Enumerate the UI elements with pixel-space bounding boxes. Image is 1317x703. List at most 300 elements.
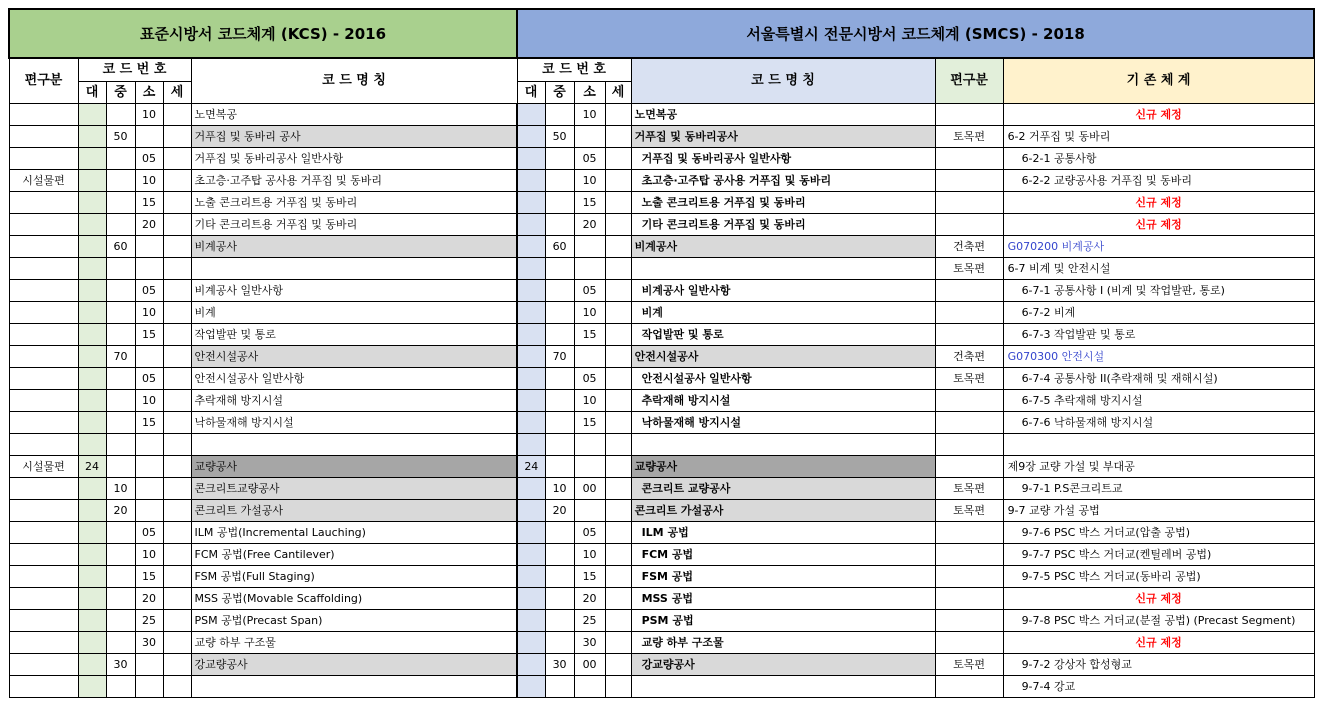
cell-name-left[interactable]: 비계: [191, 302, 517, 324]
cell-se-left[interactable]: [163, 368, 191, 390]
cell-se-left[interactable]: [163, 456, 191, 478]
cell-name-left[interactable]: FSM 공법(Full Staging): [191, 566, 517, 588]
cell-se-right[interactable]: [605, 456, 631, 478]
cell-section-right[interactable]: [935, 456, 1003, 478]
cell-section-right[interactable]: [935, 214, 1003, 236]
cell-se-right[interactable]: [605, 654, 631, 676]
cell-dae-right[interactable]: [517, 390, 545, 412]
cell-section-left[interactable]: 시설물편: [9, 170, 78, 192]
cell-se-left[interactable]: [163, 280, 191, 302]
cell-name-right[interactable]: 비계공사 일반사항: [631, 280, 935, 302]
cell-dae-right[interactable]: [517, 434, 545, 456]
cell-se-right[interactable]: [605, 302, 631, 324]
cell-name-left[interactable]: 노면복공: [191, 104, 517, 126]
cell-se-left[interactable]: [163, 126, 191, 148]
cell-name-right[interactable]: 콘크리트 교량공사: [631, 478, 935, 500]
cell-jung-right[interactable]: [545, 192, 574, 214]
cell-existing-system[interactable]: 신규 제정: [1003, 104, 1314, 126]
cell-section-right[interactable]: 건축편: [935, 236, 1003, 258]
cell-section-left[interactable]: [9, 368, 78, 390]
cell-so-right[interactable]: 20: [574, 588, 605, 610]
cell-se-left[interactable]: [163, 434, 191, 456]
cell-section-right[interactable]: [935, 566, 1003, 588]
cell-jung-right[interactable]: 20: [545, 500, 574, 522]
cell-so-left[interactable]: 05: [135, 368, 163, 390]
cell-so-right[interactable]: 00: [574, 654, 605, 676]
cell-name-right[interactable]: [631, 434, 935, 456]
cell-jung-left[interactable]: [106, 192, 135, 214]
cell-se-left[interactable]: [163, 390, 191, 412]
cell-section-right[interactable]: 토목편: [935, 654, 1003, 676]
cell-dae-right[interactable]: [517, 302, 545, 324]
cell-so-right[interactable]: 10: [574, 170, 605, 192]
cell-dae-right[interactable]: [517, 346, 545, 368]
cell-so-right[interactable]: 05: [574, 368, 605, 390]
cell-dae-right[interactable]: [517, 676, 545, 698]
cell-dae-left[interactable]: [78, 478, 106, 500]
cell-jung-right[interactable]: [545, 170, 574, 192]
cell-jung-right[interactable]: [545, 302, 574, 324]
cell-so-left[interactable]: 20: [135, 588, 163, 610]
cell-so-left[interactable]: [135, 654, 163, 676]
cell-so-right[interactable]: 30: [574, 632, 605, 654]
cell-se-left[interactable]: [163, 544, 191, 566]
cell-se-left[interactable]: [163, 192, 191, 214]
cell-so-right[interactable]: [574, 434, 605, 456]
cell-dae-right[interactable]: [517, 566, 545, 588]
cell-so-left[interactable]: [135, 500, 163, 522]
cell-jung-left[interactable]: 60: [106, 236, 135, 258]
cell-existing-system[interactable]: 신규 제정: [1003, 632, 1314, 654]
cell-name-left[interactable]: 추락재해 방지시설: [191, 390, 517, 412]
cell-so-right[interactable]: 05: [574, 522, 605, 544]
cell-se-right[interactable]: [605, 280, 631, 302]
cell-section-left[interactable]: [9, 478, 78, 500]
cell-name-left[interactable]: 기타 콘크리트용 거푸집 및 동바리: [191, 214, 517, 236]
cell-name-right[interactable]: 거푸집 및 동바리공사: [631, 126, 935, 148]
cell-name-right[interactable]: ILM 공법: [631, 522, 935, 544]
cell-section-right[interactable]: [935, 324, 1003, 346]
cell-so-left[interactable]: [135, 126, 163, 148]
cell-so-left[interactable]: [135, 456, 163, 478]
cell-se-left[interactable]: [163, 478, 191, 500]
cell-existing-system[interactable]: 6-7-4 공통사항 II(추락재해 및 재해시설): [1003, 368, 1314, 390]
cell-name-right[interactable]: 노출 콘크리트용 거푸집 및 동바리: [631, 192, 935, 214]
cell-so-left[interactable]: 15: [135, 566, 163, 588]
cell-dae-right[interactable]: [517, 412, 545, 434]
cell-jung-right[interactable]: 70: [545, 346, 574, 368]
cell-so-right[interactable]: 15: [574, 566, 605, 588]
cell-jung-right[interactable]: 10: [545, 478, 574, 500]
cell-section-left[interactable]: [9, 390, 78, 412]
cell-name-left[interactable]: MSS 공법(Movable Scaffolding): [191, 588, 517, 610]
cell-se-right[interactable]: [605, 478, 631, 500]
cell-so-left[interactable]: 05: [135, 148, 163, 170]
cell-section-right[interactable]: [935, 434, 1003, 456]
cell-name-left[interactable]: PSM 공법(Precast Span): [191, 610, 517, 632]
cell-name-left[interactable]: 콘크리트교량공사: [191, 478, 517, 500]
cell-section-right[interactable]: [935, 148, 1003, 170]
cell-dae-left[interactable]: [78, 434, 106, 456]
cell-section-left[interactable]: [9, 654, 78, 676]
cell-se-right[interactable]: [605, 148, 631, 170]
cell-name-left[interactable]: 노출 콘크리트용 거푸집 및 동바리: [191, 192, 517, 214]
cell-se-left[interactable]: [163, 566, 191, 588]
cell-so-right[interactable]: 10: [574, 544, 605, 566]
cell-section-left[interactable]: [9, 434, 78, 456]
cell-dae-right[interactable]: [517, 324, 545, 346]
cell-name-left[interactable]: [191, 676, 517, 698]
cell-jung-right[interactable]: 60: [545, 236, 574, 258]
cell-so-right[interactable]: [574, 676, 605, 698]
cell-so-left[interactable]: 05: [135, 280, 163, 302]
cell-name-right[interactable]: 비계: [631, 302, 935, 324]
cell-se-right[interactable]: [605, 632, 631, 654]
cell-dae-right[interactable]: [517, 148, 545, 170]
cell-name-right[interactable]: FCM 공법: [631, 544, 935, 566]
cell-dae-left[interactable]: [78, 170, 106, 192]
cell-so-left[interactable]: 25: [135, 610, 163, 632]
cell-section-right[interactable]: [935, 170, 1003, 192]
cell-existing-system[interactable]: 6-2 거푸집 및 동바리: [1003, 126, 1314, 148]
cell-se-left[interactable]: [163, 170, 191, 192]
cell-name-right[interactable]: MSS 공법: [631, 588, 935, 610]
cell-dae-left[interactable]: [78, 412, 106, 434]
cell-so-left[interactable]: 10: [135, 390, 163, 412]
cell-se-right[interactable]: [605, 610, 631, 632]
cell-se-right[interactable]: [605, 588, 631, 610]
cell-dae-right[interactable]: [517, 522, 545, 544]
cell-existing-system[interactable]: [1003, 434, 1314, 456]
cell-dae-right[interactable]: [517, 654, 545, 676]
cell-section-right[interactable]: [935, 632, 1003, 654]
cell-section-left[interactable]: 시설물편: [9, 456, 78, 478]
cell-name-left[interactable]: 콘크리트 가설공사: [191, 500, 517, 522]
cell-se-left[interactable]: [163, 104, 191, 126]
cell-jung-right[interactable]: [545, 456, 574, 478]
cell-section-right[interactable]: [935, 302, 1003, 324]
cell-section-right[interactable]: 토목편: [935, 368, 1003, 390]
cell-jung-right[interactable]: [545, 324, 574, 346]
cell-jung-right[interactable]: [545, 412, 574, 434]
cell-section-left[interactable]: [9, 148, 78, 170]
cell-jung-left[interactable]: [106, 676, 135, 698]
cell-dae-left[interactable]: [78, 192, 106, 214]
cell-so-right[interactable]: [574, 346, 605, 368]
cell-existing-system[interactable]: 신규 제정: [1003, 214, 1314, 236]
cell-jung-right[interactable]: [545, 390, 574, 412]
cell-so-left[interactable]: [135, 676, 163, 698]
cell-dae-right[interactable]: [517, 500, 545, 522]
cell-jung-left[interactable]: [106, 522, 135, 544]
cell-existing-system[interactable]: 9-7-2 강상자 합성형교: [1003, 654, 1314, 676]
cell-name-left[interactable]: 초고층·고주탑 공사용 거푸집 및 동바리: [191, 170, 517, 192]
cell-jung-right[interactable]: 50: [545, 126, 574, 148]
cell-jung-left[interactable]: [106, 258, 135, 280]
cell-name-right[interactable]: 비계공사: [631, 236, 935, 258]
cell-jung-right[interactable]: [545, 368, 574, 390]
cell-dae-right[interactable]: [517, 258, 545, 280]
cell-se-right[interactable]: [605, 258, 631, 280]
cell-existing-system[interactable]: 9-7-8 PSC 박스 거더교(분절 공법) (Precast Segment): [1003, 610, 1314, 632]
cell-section-right[interactable]: [935, 588, 1003, 610]
cell-so-right[interactable]: [574, 456, 605, 478]
cell-so-right[interactable]: 05: [574, 148, 605, 170]
cell-dae-left[interactable]: [78, 676, 106, 698]
cell-dae-right[interactable]: [517, 192, 545, 214]
cell-name-right[interactable]: 추락재해 방지시설: [631, 390, 935, 412]
cell-section-left[interactable]: [9, 610, 78, 632]
cell-se-right[interactable]: [605, 104, 631, 126]
cell-jung-left[interactable]: [106, 324, 135, 346]
cell-jung-right[interactable]: [545, 280, 574, 302]
cell-se-right[interactable]: [605, 324, 631, 346]
cell-so-right[interactable]: 10: [574, 302, 605, 324]
cell-name-right[interactable]: 기타 콘크리트용 거푸집 및 동바리: [631, 214, 935, 236]
cell-se-right[interactable]: [605, 170, 631, 192]
cell-section-right[interactable]: 토목편: [935, 478, 1003, 500]
cell-se-left[interactable]: [163, 346, 191, 368]
cell-jung-left[interactable]: [106, 588, 135, 610]
cell-existing-system[interactable]: 9-7-4 강교: [1003, 676, 1314, 698]
cell-dae-right[interactable]: [517, 236, 545, 258]
cell-jung-left[interactable]: [106, 412, 135, 434]
cell-dae-left[interactable]: [78, 654, 106, 676]
cell-section-right[interactable]: [935, 544, 1003, 566]
cell-so-left[interactable]: [135, 478, 163, 500]
cell-dae-left[interactable]: [78, 368, 106, 390]
cell-so-left[interactable]: 15: [135, 412, 163, 434]
cell-dae-left[interactable]: [78, 302, 106, 324]
cell-name-left[interactable]: 작업발판 및 통로: [191, 324, 517, 346]
cell-section-right[interactable]: 건축편: [935, 346, 1003, 368]
cell-dae-left[interactable]: [78, 148, 106, 170]
cell-section-left[interactable]: [9, 258, 78, 280]
cell-existing-system[interactable]: 9-7 교량 가설 공법: [1003, 500, 1314, 522]
cell-dae-right[interactable]: [517, 214, 545, 236]
cell-section-left[interactable]: [9, 522, 78, 544]
cell-dae-left[interactable]: [78, 610, 106, 632]
cell-section-right[interactable]: 토목편: [935, 126, 1003, 148]
cell-dae-right[interactable]: [517, 126, 545, 148]
cell-jung-right[interactable]: [545, 588, 574, 610]
cell-so-left[interactable]: 15: [135, 324, 163, 346]
cell-dae-left[interactable]: [78, 566, 106, 588]
cell-name-right[interactable]: 작업발판 및 통로: [631, 324, 935, 346]
cell-name-left[interactable]: 교량 하부 구조물: [191, 632, 517, 654]
cell-se-right[interactable]: [605, 412, 631, 434]
cell-dae-right[interactable]: [517, 368, 545, 390]
cell-so-left[interactable]: 30: [135, 632, 163, 654]
cell-existing-system[interactable]: 6-2-1 공통사항: [1003, 148, 1314, 170]
cell-section-right[interactable]: 토목편: [935, 258, 1003, 280]
cell-section-left[interactable]: [9, 566, 78, 588]
cell-section-left[interactable]: [9, 214, 78, 236]
cell-section-right[interactable]: 토목편: [935, 500, 1003, 522]
cell-se-left[interactable]: [163, 214, 191, 236]
cell-name-left[interactable]: 강교량공사: [191, 654, 517, 676]
cell-se-left[interactable]: [163, 654, 191, 676]
cell-section-right[interactable]: [935, 522, 1003, 544]
cell-jung-right[interactable]: [545, 148, 574, 170]
cell-existing-system[interactable]: 제9장 교량 가설 및 부대공: [1003, 456, 1314, 478]
cell-jung-left[interactable]: 30: [106, 654, 135, 676]
cell-so-left[interactable]: [135, 346, 163, 368]
cell-se-left[interactable]: [163, 302, 191, 324]
cell-existing-system[interactable]: 6-7-6 낙하물재해 방지시설: [1003, 412, 1314, 434]
cell-so-right[interactable]: 15: [574, 192, 605, 214]
cell-se-right[interactable]: [605, 236, 631, 258]
cell-existing-system[interactable]: 6-7-5 추락재해 방지시설: [1003, 390, 1314, 412]
cell-so-left[interactable]: 05: [135, 522, 163, 544]
cell-name-right[interactable]: 교량 하부 구조물: [631, 632, 935, 654]
cell-jung-left[interactable]: [106, 456, 135, 478]
cell-se-left[interactable]: [163, 324, 191, 346]
cell-section-left[interactable]: [9, 302, 78, 324]
cell-so-left[interactable]: [135, 434, 163, 456]
cell-jung-right[interactable]: [545, 610, 574, 632]
cell-jung-left[interactable]: [106, 566, 135, 588]
cell-existing-system[interactable]: 6-2-2 교량공사용 거푸집 및 동바리: [1003, 170, 1314, 192]
cell-se-right[interactable]: [605, 126, 631, 148]
cell-dae-left[interactable]: [78, 390, 106, 412]
cell-jung-left[interactable]: 20: [106, 500, 135, 522]
cell-jung-left[interactable]: [106, 610, 135, 632]
cell-so-right[interactable]: [574, 126, 605, 148]
cell-jung-right[interactable]: [545, 258, 574, 280]
cell-section-right[interactable]: [935, 676, 1003, 698]
cell-section-left[interactable]: [9, 412, 78, 434]
cell-name-right[interactable]: 강교량공사: [631, 654, 935, 676]
cell-name-right[interactable]: [631, 258, 935, 280]
cell-se-left[interactable]: [163, 632, 191, 654]
cell-dae-left[interactable]: [78, 500, 106, 522]
cell-dae-left[interactable]: [78, 280, 106, 302]
cell-jung-left[interactable]: [106, 104, 135, 126]
cell-dae-left[interactable]: [78, 324, 106, 346]
cell-se-right[interactable]: [605, 676, 631, 698]
cell-existing-system[interactable]: G070200 비계공사: [1003, 236, 1314, 258]
cell-name-right[interactable]: 콘크리트 가설공사: [631, 500, 935, 522]
cell-jung-left[interactable]: [106, 148, 135, 170]
cell-name-right[interactable]: 안전시설공사 일반사항: [631, 368, 935, 390]
cell-so-left[interactable]: [135, 258, 163, 280]
cell-se-right[interactable]: [605, 390, 631, 412]
cell-dae-left[interactable]: [78, 214, 106, 236]
cell-so-left[interactable]: [135, 236, 163, 258]
cell-name-right[interactable]: FSM 공법: [631, 566, 935, 588]
cell-name-left[interactable]: 거푸집 및 동바리공사 일반사항: [191, 148, 517, 170]
cell-section-right[interactable]: [935, 280, 1003, 302]
cell-dae-left[interactable]: [78, 522, 106, 544]
cell-section-left[interactable]: [9, 236, 78, 258]
cell-dae-right[interactable]: [517, 478, 545, 500]
cell-se-left[interactable]: [163, 258, 191, 280]
cell-se-left[interactable]: [163, 610, 191, 632]
cell-existing-system[interactable]: 6-7-3 작업발판 및 통로: [1003, 324, 1314, 346]
cell-dae-right[interactable]: [517, 280, 545, 302]
cell-section-left[interactable]: [9, 632, 78, 654]
cell-se-left[interactable]: [163, 522, 191, 544]
cell-name-right[interactable]: 교량공사: [631, 456, 935, 478]
cell-se-right[interactable]: [605, 368, 631, 390]
cell-dae-right[interactable]: [517, 104, 545, 126]
cell-existing-system[interactable]: 6-7 비계 및 안전시설: [1003, 258, 1314, 280]
cell-se-right[interactable]: [605, 434, 631, 456]
cell-jung-right[interactable]: [545, 676, 574, 698]
cell-existing-system[interactable]: 신규 제정: [1003, 588, 1314, 610]
cell-existing-system[interactable]: G070300 안전시설: [1003, 346, 1314, 368]
cell-dae-right[interactable]: [517, 170, 545, 192]
cell-so-right[interactable]: 05: [574, 280, 605, 302]
cell-so-left[interactable]: 20: [135, 214, 163, 236]
cell-se-left[interactable]: [163, 500, 191, 522]
cell-jung-right[interactable]: [545, 544, 574, 566]
cell-name-left[interactable]: [191, 434, 517, 456]
cell-name-left[interactable]: 비계공사: [191, 236, 517, 258]
cell-jung-left[interactable]: 50: [106, 126, 135, 148]
cell-dae-left[interactable]: [78, 632, 106, 654]
cell-section-left[interactable]: [9, 676, 78, 698]
cell-section-left[interactable]: [9, 588, 78, 610]
cell-jung-left[interactable]: [106, 390, 135, 412]
cell-se-left[interactable]: [163, 236, 191, 258]
cell-se-right[interactable]: [605, 214, 631, 236]
cell-section-right[interactable]: [935, 390, 1003, 412]
cell-so-right[interactable]: [574, 500, 605, 522]
cell-se-left[interactable]: [163, 588, 191, 610]
cell-name-right[interactable]: 노면복공: [631, 104, 935, 126]
cell-so-left[interactable]: 10: [135, 104, 163, 126]
cell-dae-right[interactable]: [517, 632, 545, 654]
cell-section-left[interactable]: [9, 280, 78, 302]
cell-section-right[interactable]: [935, 610, 1003, 632]
cell-so-right[interactable]: 15: [574, 412, 605, 434]
cell-name-right[interactable]: 낙하물재해 방지시설: [631, 412, 935, 434]
cell-so-right[interactable]: [574, 258, 605, 280]
cell-se-right[interactable]: [605, 522, 631, 544]
cell-jung-left[interactable]: [106, 170, 135, 192]
cell-so-left[interactable]: 10: [135, 302, 163, 324]
cell-so-right[interactable]: 25: [574, 610, 605, 632]
cell-name-left[interactable]: [191, 258, 517, 280]
cell-existing-system[interactable]: 9-7-1 P.S콘크리트교: [1003, 478, 1314, 500]
cell-jung-right[interactable]: [545, 104, 574, 126]
cell-name-right[interactable]: [631, 676, 935, 698]
cell-se-left[interactable]: [163, 148, 191, 170]
cell-name-left[interactable]: FCM 공법(Free Cantilever): [191, 544, 517, 566]
cell-so-right[interactable]: 20: [574, 214, 605, 236]
cell-section-left[interactable]: [9, 192, 78, 214]
cell-dae-right[interactable]: [517, 588, 545, 610]
cell-existing-system[interactable]: 신규 제정: [1003, 192, 1314, 214]
cell-name-left[interactable]: 거푸집 및 동바리 공사: [191, 126, 517, 148]
cell-jung-right[interactable]: 30: [545, 654, 574, 676]
cell-jung-right[interactable]: [545, 214, 574, 236]
cell-jung-left[interactable]: [106, 434, 135, 456]
cell-jung-left[interactable]: [106, 302, 135, 324]
cell-name-right[interactable]: 거푸집 및 동바리공사 일반사항: [631, 148, 935, 170]
cell-so-right[interactable]: [574, 236, 605, 258]
cell-se-right[interactable]: [605, 346, 631, 368]
cell-dae-left[interactable]: [78, 544, 106, 566]
cell-section-left[interactable]: [9, 500, 78, 522]
cell-dae-left[interactable]: [78, 236, 106, 258]
cell-name-right[interactable]: PSM 공법: [631, 610, 935, 632]
cell-se-left[interactable]: [163, 412, 191, 434]
cell-se-right[interactable]: [605, 500, 631, 522]
cell-section-right[interactable]: [935, 192, 1003, 214]
